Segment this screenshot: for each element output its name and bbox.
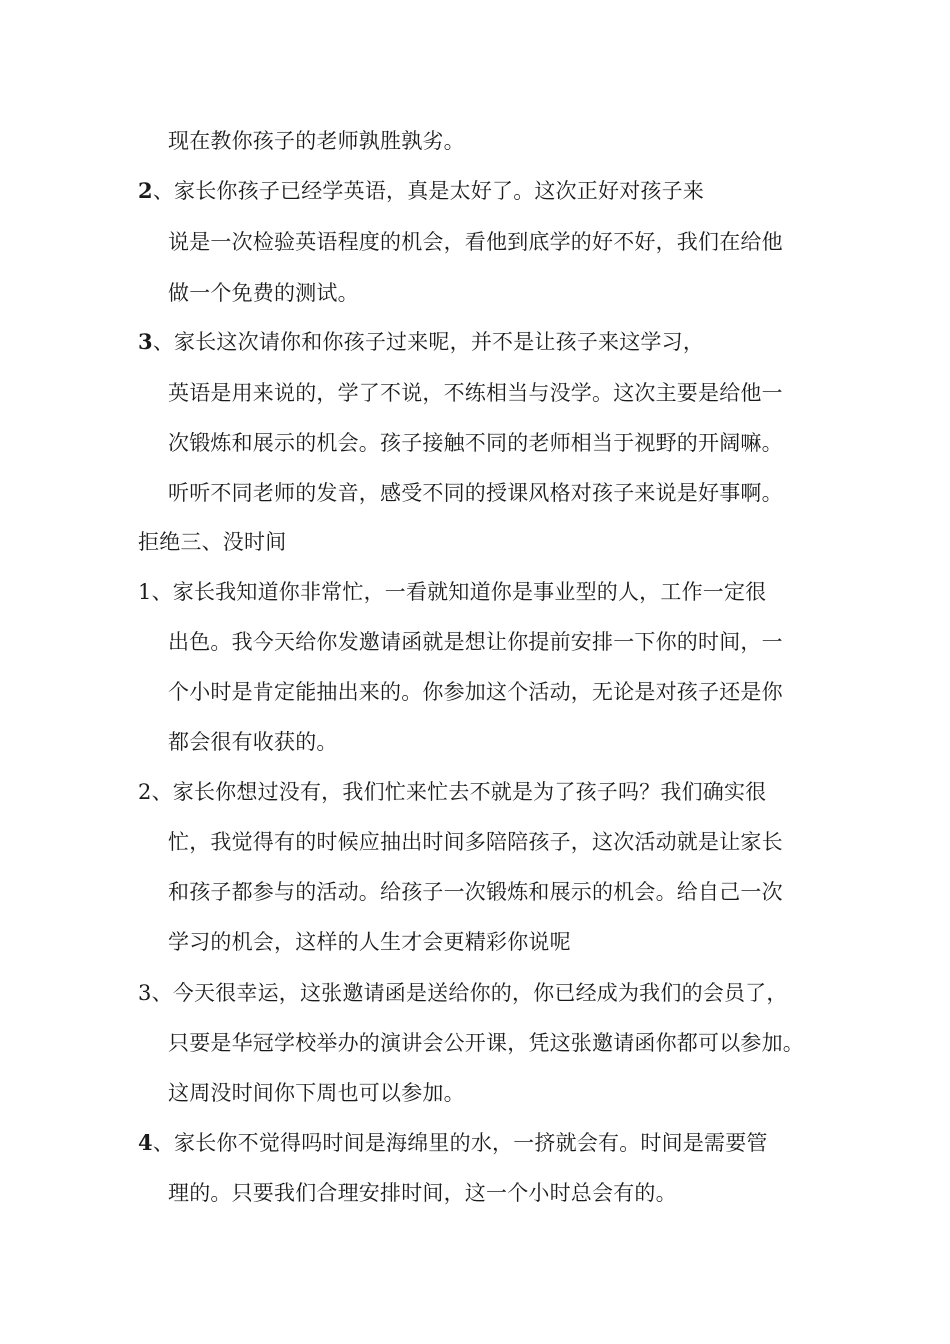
paragraph-line: 只要是华冠学校举办的演讲会公开课，凭这张邀请函你都可以参加。 <box>168 1031 804 1055</box>
paragraph-line: 和孩子都参与的活动。给孩子一次锻炼和展示的机会。给自己一次 <box>168 880 783 904</box>
paragraph-line: 说是一次检验英语程度的机会，看他到底学的好不好，我们在给他 <box>168 230 783 254</box>
list-item <box>138 578 766 606</box>
list-number: 4 <box>138 1130 153 1155</box>
list-number: 2 <box>138 178 153 203</box>
paragraph-line: 家长这次请你和你孩子过来呢，并不是让孩子来这学习， <box>174 330 705 354</box>
list-item <box>138 177 704 205</box>
paragraph-line: 家长你不觉得吗时间是海绵里的水，一挤就会有。时间是需要管 <box>174 1131 768 1155</box>
paragraph-line: 学习的机会，这样的人生才会更精彩你说呢 <box>168 930 571 954</box>
list-item <box>138 979 788 1007</box>
list-separator: 、 <box>152 1131 175 1155</box>
paragraph-line: 家长你想过没有，我们忙来忙去不就是为了孩子吗？我们确实很 <box>172 780 767 804</box>
paragraph-line: 这周没时间你下周也可以参加。 <box>168 1081 465 1105</box>
list-number: 3 <box>138 329 153 354</box>
list-item <box>138 1129 768 1157</box>
paragraph-line: 个小时是肯定能抽出来的。你参加这个活动，无论是对孩子还是你 <box>168 680 783 704</box>
paragraph-line: 忙，我觉得有的时候应抽出时间多陪陪孩子，这次活动就是让家长 <box>168 830 783 854</box>
list-number: 3 <box>138 981 152 1005</box>
paragraph-line: 出色。我今天给你发邀请函就是想让你提前安排一下你的时间，一 <box>168 630 783 654</box>
paragraph-line: 理的。只要我们合理安排时间，这一个小时总会有的。 <box>168 1181 677 1205</box>
paragraph-line: 做一个免费的测试。 <box>168 281 359 305</box>
list-separator: 、 <box>151 780 173 804</box>
list-number: 2 <box>138 780 152 804</box>
list-item <box>138 328 704 356</box>
list-number: 1 <box>138 580 152 604</box>
list-separator: 、 <box>151 580 173 604</box>
paragraph-line: 英语是用来说的，学了不说，不练相当与没学。这次主要是给他一 <box>168 381 783 405</box>
paragraph-line: 次锻炼和展示的机会。孩子接触不同的老师相当于视野的开阔嘛。 <box>168 431 783 455</box>
list-separator: 、 <box>152 179 175 203</box>
paragraph-line: 今天很幸运，这张邀请函是送给你的，你已经成为我们的会员了， <box>172 981 788 1005</box>
paragraph-line: 现在教你孩子的老师孰胜孰劣。 <box>168 129 465 153</box>
paragraph-line: 家长我知道你非常忙，一看就知道你是事业型的人，工作一定很 <box>172 580 767 604</box>
list-separator: 、 <box>152 330 175 354</box>
paragraph-line: 家长你孩子已经学英语，真是太好了。这次正好对孩子来 <box>174 179 705 203</box>
list-separator: 、 <box>151 981 173 1005</box>
list-item <box>138 778 766 806</box>
section-heading: 拒绝三、没时间 <box>138 530 287 554</box>
paragraph-line: 都会很有收获的。 <box>168 730 338 754</box>
paragraph-line: 听听不同老师的发音，感受不同的授课风格对孩子来说是好事啊。 <box>168 481 783 505</box>
